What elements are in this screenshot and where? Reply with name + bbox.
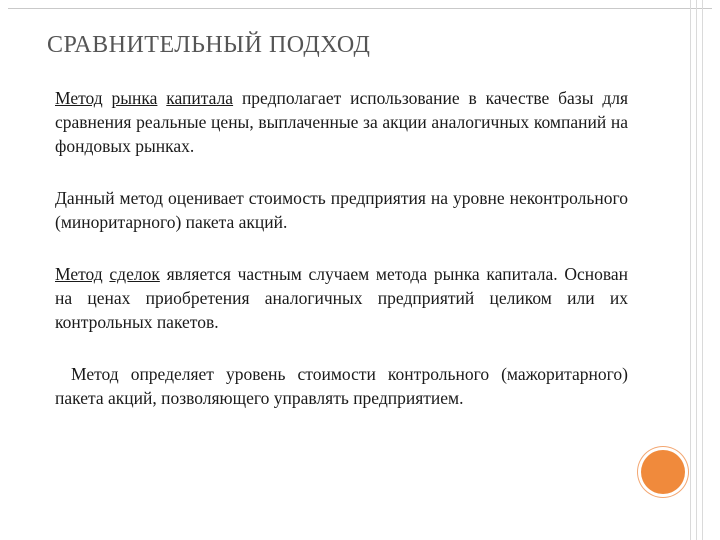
rail-line [690,0,691,540]
slide-content [55,86,628,410]
paragraph-capital-market-method [55,86,628,158]
slide-title: СРАВНИТЕЛЬНЫЙ ПОДХОД [47,32,371,58]
paragraph-text: предполагает использование в качестве базы для сравнения реальные цены, выплаченные за акции аналогичных компаний на фондовых рынках. [55,88,629,156]
paragraph-minority-stake: Данный метод оценивает стоимость предприятия на уровне неконтрольного (миноритарного) пакета акций. [55,188,628,232]
paragraph-text: Метод определяет уровень стоимости контрольного (мажоритарного) пакета акций, позволяющего управлять предприятием. [55,364,628,408]
underlined-word: капитала [166,88,234,108]
underlined-word: Метод [55,264,103,284]
paragraph-text: является частным случаем метода рынка капитала. Основан на ценах приобретения аналогичных предприятий целиком или их контрольных пакетов. [55,264,629,332]
rail-line [696,0,697,540]
paragraph-controlling-stake [55,362,628,410]
decorative-rail [686,0,708,540]
paragraph-transactions-method [55,262,628,334]
underlined-word: Метод [55,88,103,108]
rail-line [702,0,703,540]
underlined-word: рынка [111,88,158,108]
orange-circle-decoration [641,450,685,494]
underlined-word: сделок [109,264,160,284]
